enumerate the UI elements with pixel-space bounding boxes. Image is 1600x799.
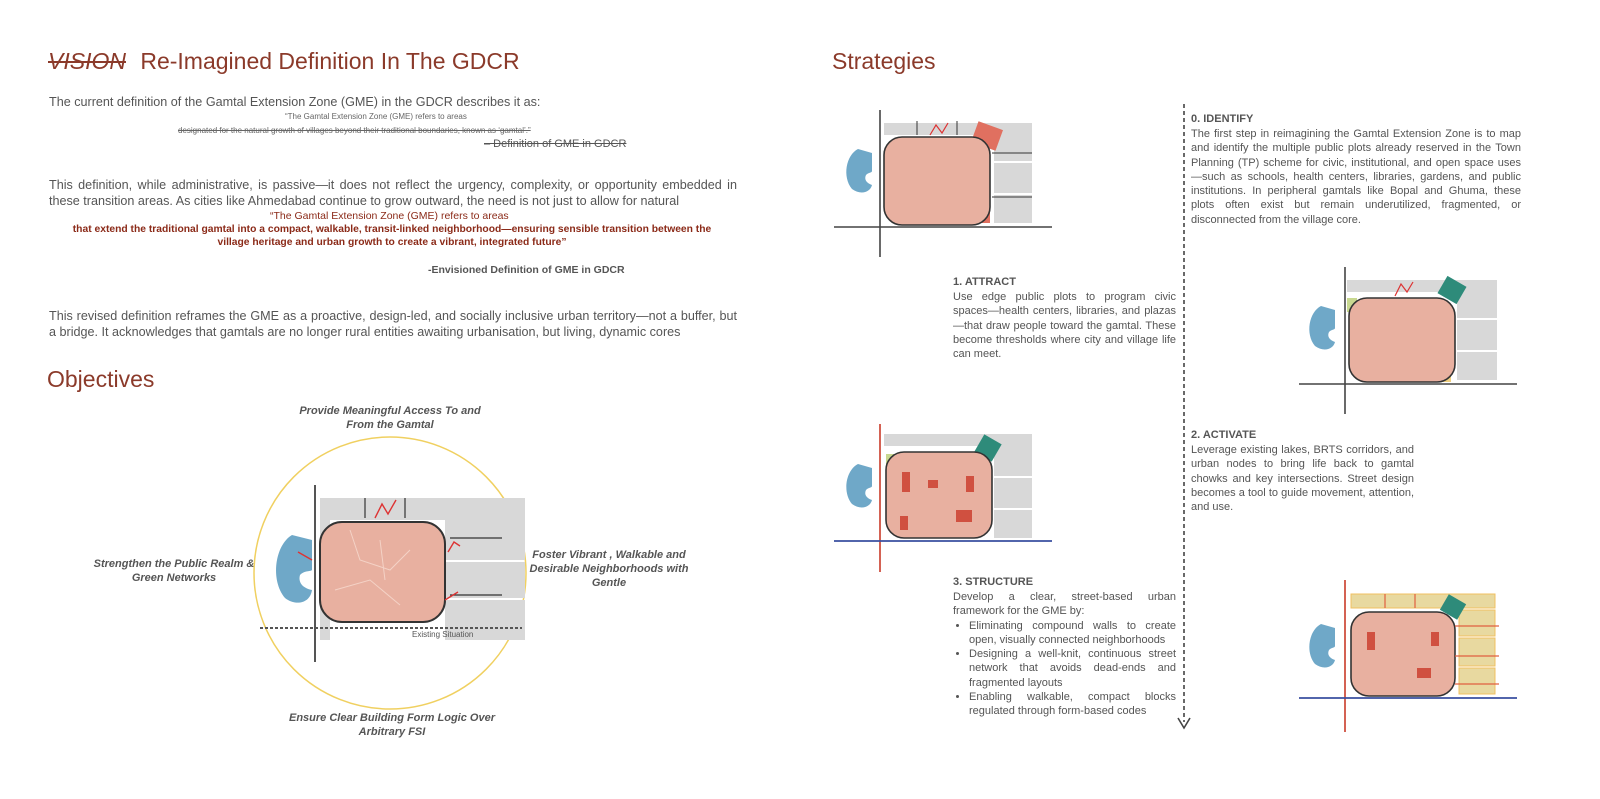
structure-bullet: • Eliminating compound walls to create open, visually connected neighborhoods [969,619,1176,648]
structure-diagram [1295,576,1520,736]
lake-shape [276,535,312,603]
current-quote-source: – Definition of GME in GDCR [484,138,627,150]
identify-text: The first step in reimagining the Gamtal Extension Zone is to map and identify the multiple public plots already reserved in the Town Planning (TP) scheme for civic, institutional, and open space uses—such as schools, health centers, libraries, gardens, and public institutions. In peripheral gamtals like Bopal and Ghuma, these plots often exist but remain underutilized, fragmented, or disconnected from the village core. [1191,128,1521,226]
activate-text: Leverage existing lakes, BRTS corridors, and urban nodes to bring life back to gamtal chowks and key intersections. Street design becomes a tool to guide movement, attention, and use. [1191,444,1414,514]
structure-block [953,590,1176,719]
structure-title: 3. STRUCTURE [953,576,1034,588]
vision-para2: This definition, while administrative, is passive—it does not reflect the urgency, complexity, or opportunity embedded in these transition areas. As cities like Ahmedabad continue to grow outward, the need is not just to allow for natural [49,178,737,208]
structure-intro: Develop a clear, street-based urban framework for the GME by: [953,591,1176,618]
attract-title: 1. ATTRACT [953,276,1016,288]
gamtal-core [1351,612,1455,696]
objective-bottom: Ensure Clear Building Form Logic Over Arbitrary FSI [289,712,495,738]
activate-diagram [832,420,1057,576]
attract-diagram [1295,262,1520,418]
vision-intro: The current definition of the Gamtal Extension Zone (GME) in the GDCR describes it as: [49,95,541,109]
lake-shape [846,464,872,507]
attract-text: Use edge public plots to program civic spaces—health centers, libraries, and plazas—that draw people toward the gamtal. These become thresholds where city and village life can meet. [953,291,1176,361]
gamtal-core [1349,298,1455,382]
identify-title: 0. IDENTIFY [1191,113,1254,125]
lake-shape [1309,624,1335,667]
objectives-title: Objectives [47,366,155,392]
new-quote-line1: “The Gamtal Extension Zone (GME) refers to areas [270,210,509,222]
lake-shape [846,149,872,192]
lake-shape [1309,306,1335,349]
vision-para3: This revised definition reframes the GME as a proactive, design-led, and socially inclusive urban territory—not a buffer, but a bridge. It acknowledges that gamtals are no longer rural entities awaiting urbanisation, but living, dynamic cores [49,309,737,339]
structure-bullet: • Enabling walkable, compact blocks regulated through form-based codes [969,690,1176,719]
vision-heading [48,48,520,75]
new-quote-line2: that extend the traditional gamtal into a compact, walkable, transit-linked neighborhood—ensuring sensible transition between the [72,224,712,235]
objective-right: Foster Vibrant , Walkable and Desirable Neighborhoods with Gentle [529,549,689,589]
strategy-divider [1176,104,1192,736]
activate-title: 2. ACTIVATE [1191,429,1257,441]
structure-bullet: • Designing a well-knit, continuous street network that avoids dead-ends and fragmented layouts [969,647,1176,690]
objective-top: Provide Meaningful Access To and From the Gamtal [299,405,481,431]
new-quote-line3: village heritage and urban growth to create a vibrant, integrated future” [217,237,567,248]
gamtal-core [320,522,445,622]
diagram-caption: Existing Situation [412,630,474,639]
objectives-diagram [240,430,540,712]
current-quote-line2: designated for the natural growth of villages beyond their traditional boundaries, known as ‘gamtal’.” [178,126,531,135]
vision-struck-word: VISION [48,48,126,74]
structure-list [953,619,1176,719]
divider-arrow-icon [1178,718,1190,728]
new-quote-source: -Envisioned Definition of GME in GDCR [428,264,625,276]
gamtal-core [884,137,990,225]
strategies-title: Strategies [832,48,936,74]
current-quote-line1: “The Gamtal Extension Zone (GME) refers to areas [285,112,467,121]
identify-diagram [832,105,1057,261]
vision-title: Re-Imagined Definition In The GDCR [140,48,520,74]
objective-left: Strengthen the Public Realm & Green Networks [93,558,255,584]
